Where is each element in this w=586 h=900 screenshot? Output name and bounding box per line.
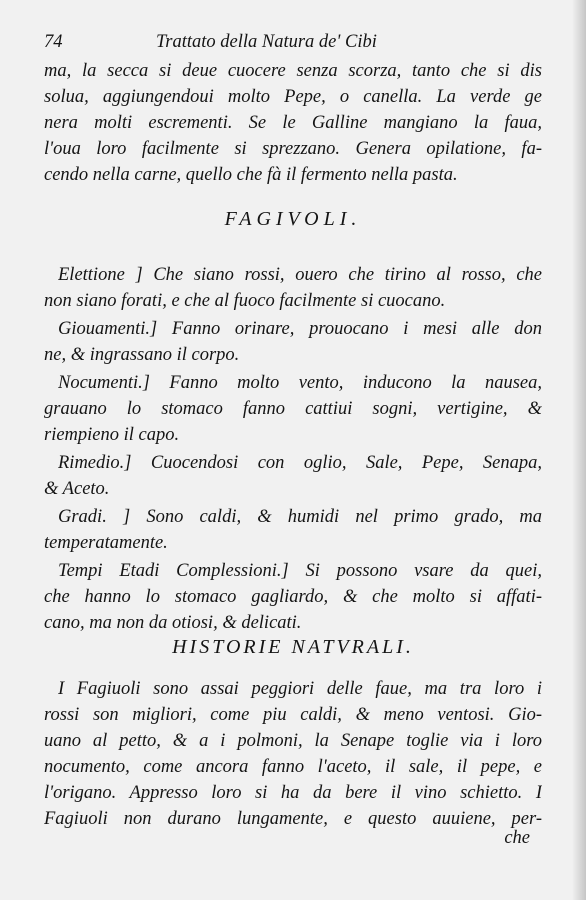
entry-line: che hanno lo stomaco gagliardo, & che molto si affati- [44,587,542,607]
intro-line: ma, la secca si deue cuocere senza scorza, tanto che si dis [44,61,542,81]
entry-line: Giouamenti.] Fanno orinare, prouocano i mesi alle don [58,319,542,339]
intro-line: solua, aggiungendoui molto Pepe, o canella. La verde ge [44,87,542,107]
section-heading: FAGIVOLI. [224,208,362,230]
entry-line: Elettione ] Che siano rossi, ouero che tirino al rosso, che [58,265,542,285]
page-edge-shadow [572,0,586,900]
entry-line: Gradi. ] Sono caldi, & humidi nel primo grado, ma [58,507,542,527]
entry-line: ne, & ingrassano il corpo. [44,345,240,365]
history-line: I Fagiuoli sono assai peggiori delle faue, ma tra loro i [58,679,542,699]
running-head [44,28,542,56]
entry-line: grauano lo stomaco fanno cattiui sogni, vertigine, & [44,399,542,419]
history-heading: HISTORIE NATVRALI. [172,636,414,658]
catchword: che [504,828,530,848]
history-line: uano al petto, & a i polmoni, la Senape toglie via i loro [44,731,542,751]
history-line: nocumento, come ancora fanno l'aceto, il sale, il pepe, e [44,757,542,777]
page-number: 74 [44,32,63,52]
entry-line: Nocumenti.] Fanno molto vento, inducono la nausea, [58,373,542,393]
intro-line: nera molti escrementi. Se le Galline mangiano la faua, [44,113,542,133]
history-line: l'origano. Appresso loro si ha da bere il vino schietto. I [44,783,542,803]
intro-line: cendo nella carne, quello che fà il fermento nella pasta. [44,165,458,185]
entry-line: cano, ma non da otiosi, & delicati. [44,613,302,633]
history-line: rossi son migliori, come piu caldi, & meno ventosi. Gio- [44,705,542,725]
entry-line: & Aceto. [44,479,110,499]
entry-line: non siano forati, e che al fuoco facilmente si cuocano. [44,291,446,311]
entry-line: riempieno il capo. [44,425,180,445]
entry-line: Tempi Etadi Complessioni.] Si possono vsare da quei, [58,561,542,581]
running-title: Trattato della Natura de' Cibi [156,32,377,52]
history-line: Fagiuoli non durano lungamente, e questo auuiene, per- [44,809,542,829]
entry-line: Rimedio.] Cuocendosi con oglio, Sale, Pepe, Senapa, [58,453,542,473]
entry-line: temperatamente. [44,533,168,553]
intro-line: l'oua loro facilmente si sprezzano. Genera opilatione, fa- [44,139,542,159]
